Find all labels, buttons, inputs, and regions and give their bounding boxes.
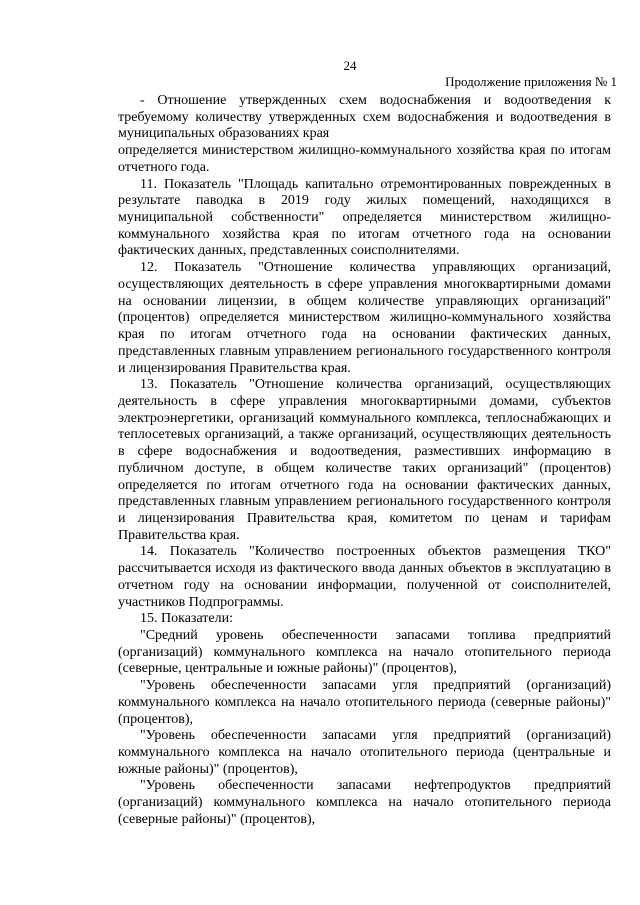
paragraph-fuel-reserves-all-regions: "Средний уровень обеспеченности запасами топлива предприятий (организаций) коммунального комплекса на начало отопительного периода (северные, центральные и южные районы)" (процентов), — [118, 628, 611, 677]
paragraph-oil-products-north: "Уровень обеспеченности запасами нефтепродуктов предприятий (организаций) коммунального комплекса на начало отопительного периода (северные районы)" (процентов), — [118, 778, 611, 827]
paragraph-indicator-13: 13. Показатель "Отношение количества организаций, осуществляющих деятельность в сфере управления многоквартирными домами, субъектов электроэнергетики, организаций коммунального комплекса, теплоснабжающих и теплосетевых организаций, а также организаций, осуществляющих деятельность в сфере водоснабжения и водоотведения, разместивших информацию в публичном доступе, в общем количестве таких организаций" (процентов) определяется по итогам отчетного года на основании фактических данных, представленных главным управлением регионального государственного контроля и лицензирования Правительства края, комитетом по ценам и тарифам Правительства края. — [118, 377, 611, 543]
paragraph-indicator-11: 11. Показатель "Площадь капитально отремонтированных поврежденных в результате паводка в 2019 году жилых помещений, находящихся в муниципальной собственности" определяется министерством жилищно-коммунального хозяйства края по итогам отчетного года на основании фактических данных, представленных соисполнителями. — [118, 176, 611, 259]
paragraph-indicator-12: 12. Показатель "Отношение количества управляющих организаций, осуществляющих деятельность в сфере управления многоквартирными домами на основании лицензии, в общем количестве управляющих организаций" (процентов) определяется министерством жилищно-коммунального хозяйства края по итогам отчетного года на основании фактических данных, представленных главным управлением регионального государственного контроля и лицензирования Правительства края. — [118, 260, 611, 376]
paragraph-water-schemes-ratio: - Отношение утвержденных схем водоснабжения и водоотведения к требуемому количеству утвержденных схем водоснабжения и водоотведения в муниципальных образованиях края — [118, 93, 611, 142]
page-number: 24 — [343, 58, 357, 73]
paragraph-indicator-14: 14. Показатель "Количество построенных объектов размещения ТКО" рассчитывается исходя из фактического ввода данных объектов в эксплуатацию в отчетном году на основании информации, полученной от соисполнителей, участников Подпрограммы. — [118, 544, 611, 610]
paragraph-water-schemes-source: определяется министерством жилищно-коммунального хозяйства края по итогам отчетного года. — [118, 143, 611, 175]
document-body — [118, 93, 611, 829]
appendix-continuation-label: Продолжение приложения № 1 — [445, 74, 617, 89]
paragraph-coal-reserves-central-south: "Уровень обеспеченности запасами угля предприятий (организаций) коммунального комплекса на начало отопительного периода (центральные и южные районы)" (процентов), — [118, 728, 611, 777]
paragraph-coal-reserves-north: "Уровень обеспеченности запасами угля предприятий (организаций) коммунального комплекса на начало отопительного периода (северные районы)" (процентов), — [118, 678, 611, 727]
paragraph-indicator-15-heading: 15. Показатели: — [140, 611, 233, 627]
